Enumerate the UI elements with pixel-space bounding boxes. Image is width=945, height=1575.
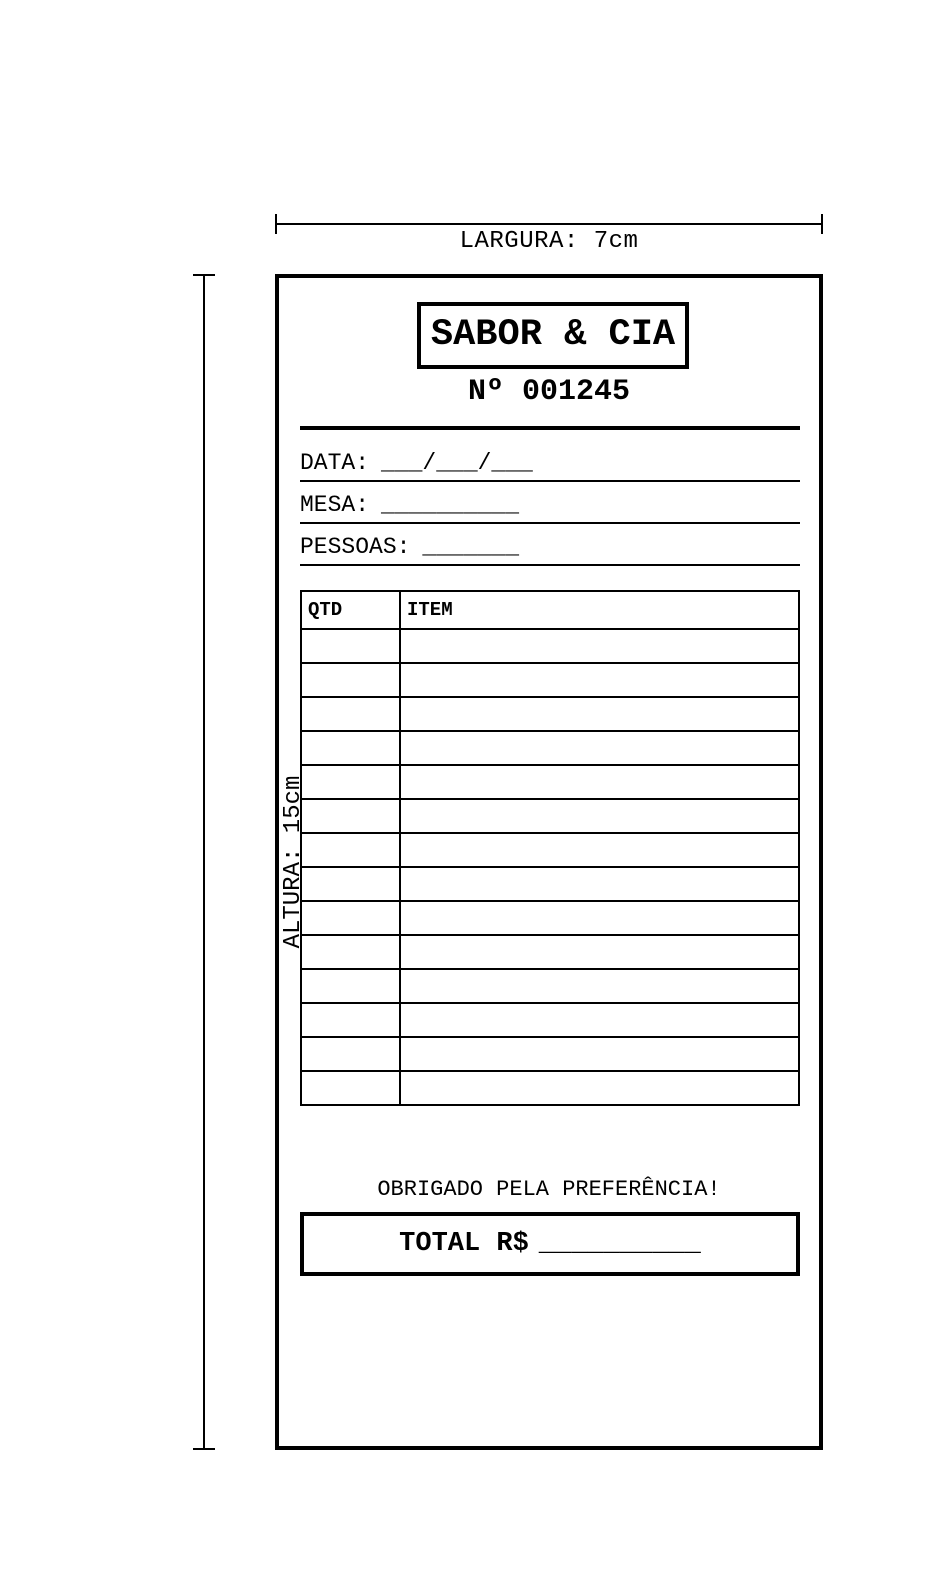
table-number-field[interactable] (300, 488, 800, 524)
table-header-row (301, 591, 799, 629)
table-row (301, 731, 799, 765)
qty-cell[interactable] (301, 833, 400, 867)
item-cell[interactable] (400, 629, 799, 663)
item-cell[interactable] (400, 969, 799, 1003)
date-label: DATA: (300, 450, 370, 476)
date-blank: ___/___/___ (381, 450, 533, 476)
table-row (301, 833, 799, 867)
height-dimension-tick-bottom (193, 1448, 215, 1450)
guests-label: PESSOAS: (300, 534, 411, 560)
qty-cell[interactable] (301, 697, 400, 731)
receipt-slip (275, 274, 823, 1450)
qty-cell[interactable] (301, 731, 400, 765)
item-cell[interactable] (400, 1003, 799, 1037)
table-row (301, 765, 799, 799)
table-row (301, 697, 799, 731)
qty-cell[interactable] (301, 935, 400, 969)
column-header-qtd: QTD (301, 591, 400, 629)
item-cell[interactable] (400, 663, 799, 697)
table-row (301, 663, 799, 697)
brand-title: SABOR & CIA (417, 302, 689, 369)
table-row (301, 969, 799, 1003)
qty-cell[interactable] (301, 867, 400, 901)
height-dimension-line (203, 274, 205, 1450)
table-row (301, 1071, 799, 1105)
total-blank: __________ (538, 1229, 701, 1259)
qty-cell[interactable] (301, 629, 400, 663)
order-number: Nº 001245 (467, 375, 631, 409)
items-table (300, 590, 800, 1106)
qty-cell[interactable] (301, 1071, 400, 1105)
height-dimension-label: ALTURA: 15cm (280, 775, 307, 949)
table-row (301, 867, 799, 901)
table-row (301, 901, 799, 935)
item-cell[interactable] (400, 1071, 799, 1105)
date-field[interactable] (300, 446, 800, 482)
item-cell[interactable] (400, 901, 799, 935)
width-dimension-line (275, 223, 823, 225)
total-label: TOTAL R$ (399, 1229, 529, 1259)
thank-you-message: OBRIGADO PELA PREFERÊNCIA! (377, 1177, 721, 1202)
item-cell[interactable] (400, 799, 799, 833)
table-row (301, 1003, 799, 1037)
height-dimension-marker (193, 274, 215, 1450)
header-divider (300, 426, 800, 430)
item-cell[interactable] (400, 1037, 799, 1071)
qty-cell[interactable] (301, 663, 400, 697)
item-cell[interactable] (400, 867, 799, 901)
table-row (301, 935, 799, 969)
item-cell[interactable] (400, 833, 799, 867)
qty-cell[interactable] (301, 765, 400, 799)
table-number-blank: __________ (381, 492, 520, 518)
guests-field[interactable] (300, 530, 800, 566)
table-row (301, 629, 799, 663)
qty-cell[interactable] (301, 901, 400, 935)
qty-cell[interactable] (301, 969, 400, 1003)
item-cell[interactable] (400, 731, 799, 765)
width-dimension-label: LARGURA: 7cm (459, 228, 639, 255)
guests-blank: _______ (422, 534, 520, 560)
item-cell[interactable] (400, 697, 799, 731)
qty-cell[interactable] (301, 1003, 400, 1037)
table-row (301, 1037, 799, 1071)
total-field[interactable] (300, 1212, 800, 1276)
item-cell[interactable] (400, 765, 799, 799)
qty-cell[interactable] (301, 1037, 400, 1071)
table-number-label: MESA: (300, 492, 370, 518)
item-cell[interactable] (400, 935, 799, 969)
qty-cell[interactable] (301, 799, 400, 833)
column-header-item: ITEM (400, 591, 799, 629)
table-row (301, 799, 799, 833)
